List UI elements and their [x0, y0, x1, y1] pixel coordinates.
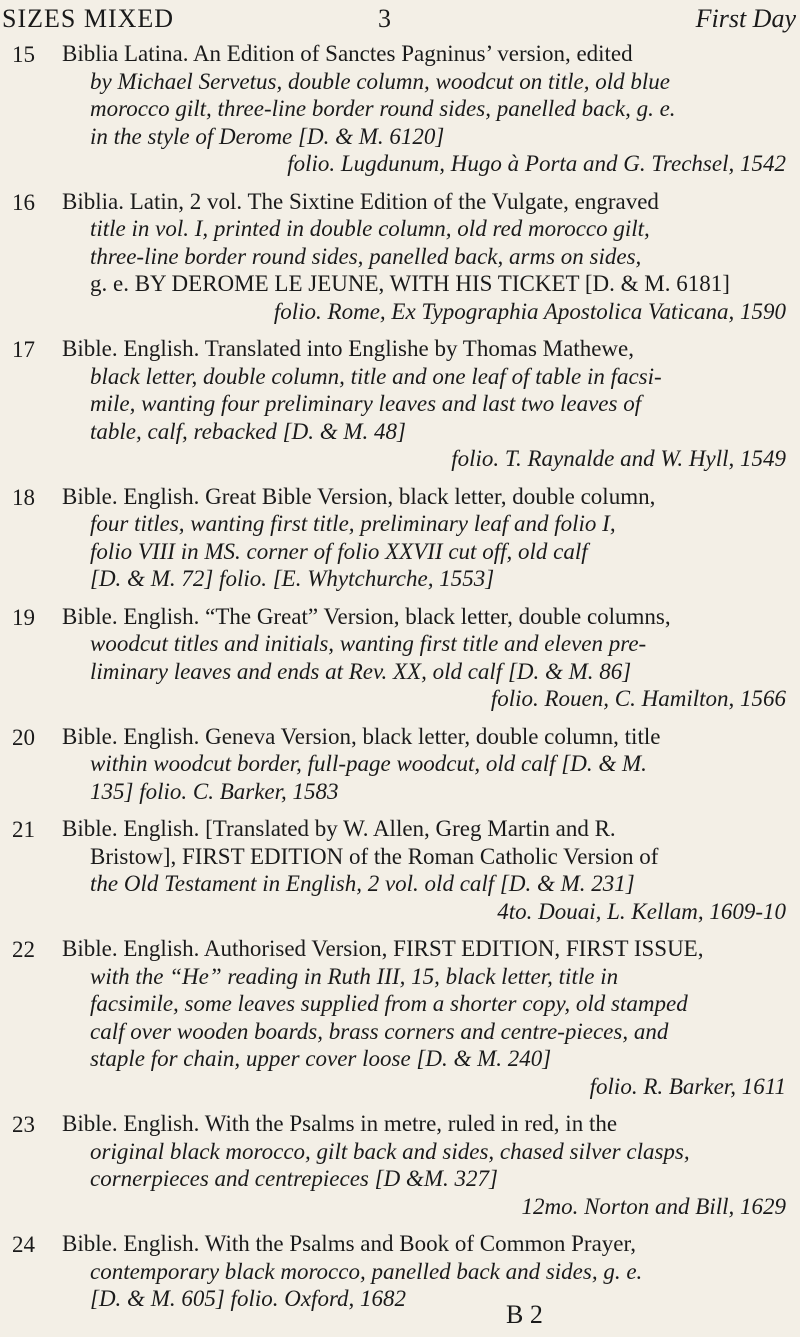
- lot-number: 20: [12, 724, 35, 750]
- lot-line: contemporary black morocco, panelled back and sides, g. e.: [90, 1258, 643, 1284]
- page-header: [0, 2, 800, 38]
- lot-number: 16: [12, 189, 35, 215]
- lot-line: three-line border round sides, panelled back, arms on sides,: [90, 243, 642, 269]
- signature-mark: B 2: [506, 1300, 543, 1329]
- lot-description: [62, 935, 786, 1100]
- lot-line: [D. & M. 72] folio. [E. Whytchurche, 1553]: [90, 566, 495, 591]
- lot-line: title in vol. I, printed in double column, old red morocco gilt,: [90, 216, 650, 241]
- lot-line: in the style of Derome [D. & M. 6120]: [90, 123, 445, 149]
- lot-number: 18: [12, 484, 35, 510]
- lot-line: liminary leaves and ends at Rev. XX, old calf [D. & M. 86]: [90, 658, 632, 684]
- lot-line: by Michael Servetus, double column, woodcut on title, old blue: [90, 68, 670, 94]
- lot-line: folio. Lugdunum, Hugo à Porta and G. Trechsel, 1542: [287, 151, 786, 176]
- lot-description: [62, 723, 786, 806]
- lot-line: Bible. English. “The Great” Version, black letter, double columns,: [62, 603, 671, 629]
- lot-line: folio. Rome, Ex Typographia Apostolica Vaticana, 1590: [273, 298, 786, 324]
- lot-line: Biblia Latina. An Edition of Sanctes Pagninus’ version, edited: [62, 41, 633, 66]
- lot-line: folio VIII in MS. corner of folio XXVII cut off, old calf: [90, 538, 588, 564]
- lot-description: [62, 815, 786, 925]
- lot-description: [62, 335, 786, 473]
- lot-line: morocco gilt, three-line border round sides, panelled back, g. e.: [90, 96, 676, 121]
- lot-line: within woodcut border, full-page woodcut, old calf [D. & M.: [90, 751, 647, 776]
- day-title: First Day: [695, 4, 796, 33]
- lot-line: facsimile, some leaves supplied from a shorter copy, old stamped: [90, 991, 688, 1016]
- lot-description: [62, 1230, 786, 1313]
- lot-line: four titles, wanting first title, preliminary leaf and folio I,: [90, 511, 616, 536]
- lot-line: Bible. English. With the Psalms and Book of Common Prayer,: [62, 1231, 636, 1256]
- lot-number: 23: [12, 1112, 35, 1137]
- lot-number: 21: [12, 817, 35, 842]
- section-title: SIZES MIXED: [2, 4, 175, 33]
- lot-line: original black morocco, gilt back and sides, chased silver clasps,: [90, 1138, 690, 1164]
- lot-description: [62, 603, 786, 713]
- lot-line: folio. Rouen, C. Hamilton, 1566: [490, 686, 786, 711]
- lot-line: calf over wooden boards, brass corners and centre-pieces, and: [90, 1018, 669, 1044]
- lot-line: g. e. BY DEROME LE JEUNE, WITH HIS TICKET [D. & M. 6181]: [90, 271, 730, 296]
- lot-line: [D. & M. 605] folio. Oxford, 1682: [90, 1286, 407, 1311]
- lot-line: black letter, double column, title and one leaf of table in facsi-: [90, 363, 662, 389]
- lot-line: table, calf, rebacked [D. & M. 48]: [90, 418, 406, 444]
- lot-line: 12mo. Norton and Bill, 1629: [521, 1193, 786, 1219]
- lot-line: Biblia. Latin, 2 vol. The Sixtine Edition of the Vulgate, engraved: [62, 188, 659, 214]
- lot-line: the Old Testament in English, 2 vol. old calf [D. & M. 231]: [90, 871, 635, 896]
- lot-line: with the “He” reading in Ruth III, 15, black letter, title in: [90, 963, 619, 989]
- lot-number: 17: [12, 337, 35, 362]
- lot-line: 135] folio. C. Barker, 1583: [90, 778, 339, 804]
- lot-description: [62, 1110, 786, 1220]
- lot-line: 4to. Douai, L. Kellam, 1609-10: [497, 898, 786, 924]
- lot-line: Bible. English. Geneva Version, black letter, double column, title: [62, 723, 661, 749]
- lot-number: 15: [12, 42, 35, 67]
- lot-line: Bristow], FIRST EDITION of the Roman Catholic Version of: [90, 843, 659, 869]
- lot-line: staple for chain, upper cover loose [D. & M. 240]: [90, 1046, 552, 1071]
- lot-line: Bible. English. [Translated by W. Allen, Greg Martin and R.: [62, 816, 616, 841]
- lot-line: mile, wanting four preliminary leaves and last two leaves of: [90, 391, 642, 416]
- lot-line: folio. T. Raynalde and W. Hyll, 1549: [451, 446, 786, 471]
- lot-description: [62, 188, 786, 326]
- lot-number: 19: [12, 604, 35, 630]
- lot-line: Bible. English. Great Bible Version, black letter, double column,: [62, 483, 656, 509]
- lot-number: 24: [12, 1232, 35, 1257]
- lot-description: [62, 483, 786, 593]
- lot-line: woodcut titles and initials, wanting first title and eleven pre-: [90, 631, 647, 656]
- lot-number: 22: [12, 937, 35, 962]
- lot-line: cornerpieces and centrepieces [D &M. 327]: [90, 1166, 498, 1191]
- page-number: 3: [378, 4, 391, 33]
- lot-line: Bible. English. With the Psalms in metre, ruled in red, in the: [62, 1111, 618, 1136]
- lot-line: Bible. English. Translated into Englishe by Thomas Mathewe,: [62, 336, 634, 361]
- lot-line: folio. R. Barker, 1611: [589, 1073, 786, 1099]
- lot-description: [62, 40, 786, 178]
- lot-line: Bible. English. Authorised Version, FIRST EDITION, FIRST ISSUE,: [62, 936, 704, 961]
